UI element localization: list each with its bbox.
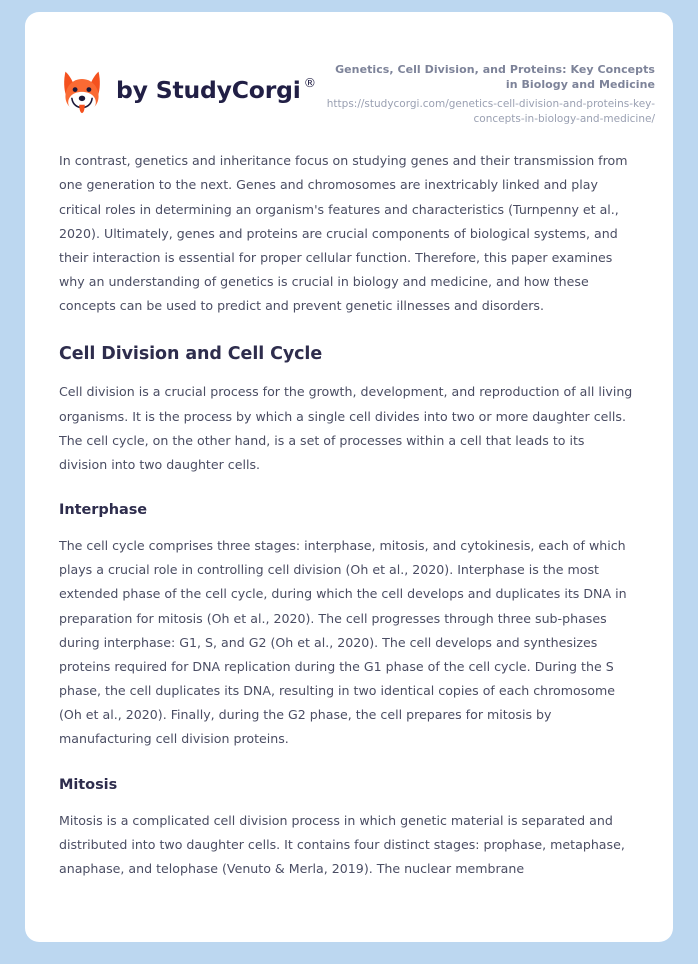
- subheading-mitosis: Mitosis: [59, 776, 118, 793]
- document-content: [25, 149, 673, 881]
- studycorgi-brand[interactable]: [59, 56, 316, 114]
- intro-paragraph: In contrast, genetics and inheritance focus on studying genes and their transmission from one generation to the next. Genes and chromosomes are inextricably linked and play critical roles in determining an organism's features and characteristics (Turnpenny et al., 2020). Ultimately, genes and proteins are crucial components of biological systems, and their interaction is essential for proper cellular function. Therefore, this paper examines why an understanding of genetics is crucial in biology and medicine, and how these concepts can be used to predict and prevent genetic illnesses and disorders.: [59, 153, 628, 314]
- registered-trademark-icon: ®: [303, 75, 316, 91]
- subheading-interphase: Interphase: [59, 502, 148, 519]
- document-url[interactable]: https://studycorgi.com/genetics-cell-division-and-proteins-key-concepts-in-biology-and-medicine/: [326, 98, 655, 126]
- section-heading-cell-division: Cell Division and Cell Cycle: [59, 344, 323, 365]
- interphase-paragraph: The cell cycle comprises three stages: interphase, mitosis, and cytokinesis, each of which plays a crucial role in controlling cell division (Oh et al., 2020). Interphase is the most extended phase of the cell cycle, during which the cell develops and duplicates its DNA in preparation for mitosis (Oh et al., 2020). The cell progresses through three sub-phases during interphase: G1, S, and G2 (Oh et al., 2020). The cell develops and synthesizes proteins required for DNA replication during the G1 phase of the cell cycle. During the S phase, the cell duplicates its DNA, resulting in two identical copies of each chromosome (Oh et al., 2020). Finally, during the G2 phase, the cell prepares for mitosis by manufacturing cell division proteins.: [59, 538, 627, 747]
- document-meta: [325, 56, 655, 127]
- document-page: [25, 12, 673, 942]
- brand-wordmark-text: by StudyCorgi: [116, 76, 301, 105]
- header-spacer: [25, 127, 673, 149]
- document-title: Genetics, Cell Division, and Proteins: Key Concepts in Biology and Medicine: [335, 63, 655, 92]
- brand-wordmark: [116, 75, 316, 105]
- document-header: [25, 12, 673, 127]
- corgi-head-icon: [59, 68, 105, 114]
- mitosis-paragraph: Mitosis is a complicated cell division process in which genetic material is separated and distributed into two daughter cells. It contains four distinct stages: prophase, metaphase, anaphase, and telophase (Venuto & Merla, 2019). The nuclear membrane: [59, 812, 625, 876]
- cell-division-paragraph: Cell division is a crucial process for the growth, development, and reproduction of all living organisms. It is the process by which a single cell divides into two or more daughter cells. The cell cycle, on the other hand, is a set of processes within a cell that leads to its division into two daughter cells.: [59, 384, 633, 472]
